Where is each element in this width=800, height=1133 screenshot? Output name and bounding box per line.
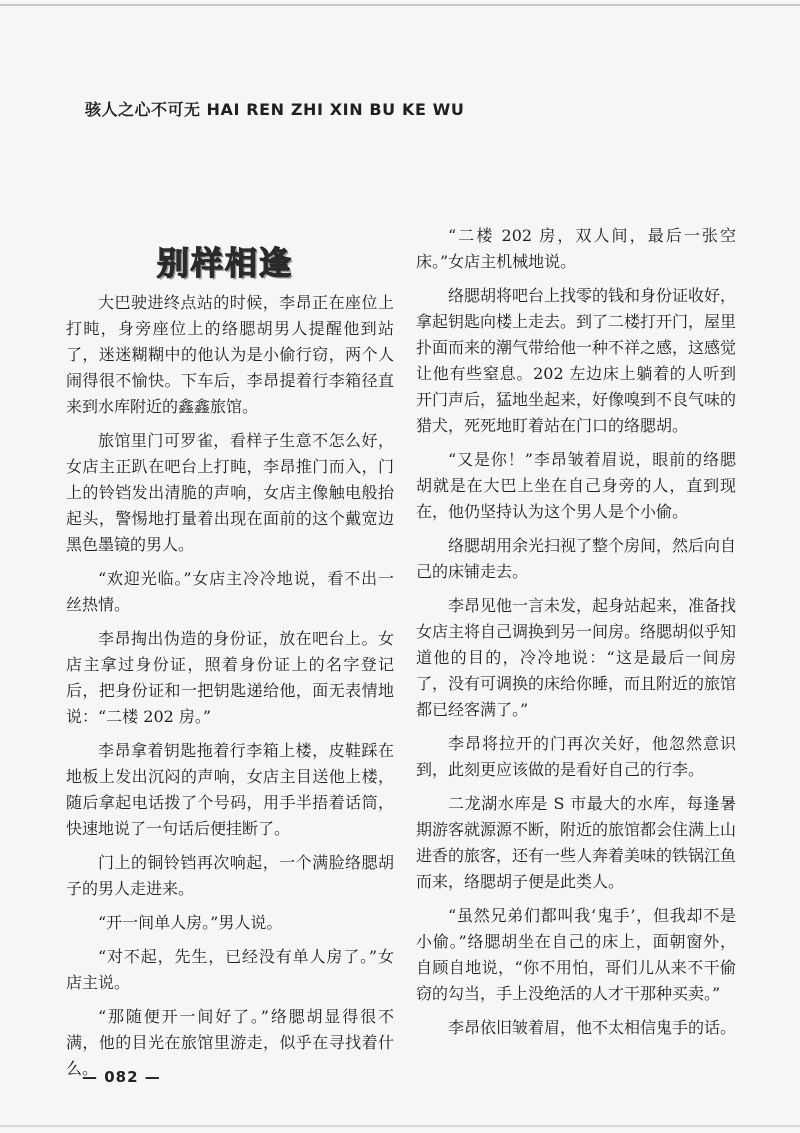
running-header	[85, 97, 465, 120]
article-title: 别样相逢	[156, 244, 293, 282]
paragraph: 大巴驶进终点站的时候，李昂正在座位上打盹，身旁座位上的络腮胡男人提醒他到站了，迷迷糊糊中的他认为是小偷行窃，两个人闹得很不愉快。下车后，李昂提着行李箱径直来到水库附近的鑫鑫旅馆。	[66, 293, 394, 416]
paragraph: 李昂将拉开的门再次关好，他忽然意识到，此刻更应该做的是看好自己的行李。	[416, 734, 736, 779]
scan-bottom-edge	[0, 1125, 800, 1127]
running-header-chinese: 骇人之心不可无	[85, 100, 201, 119]
paragraph: “又是你！”李昂皱着眉说，眼前的络腮胡就是在大巴上坐在自己身旁的人，直到现在，他仍坚持认为这个男人是个小偷。	[416, 450, 736, 521]
paragraph: “对不起，先生，已经没有单人房了。”女店主说。	[66, 947, 394, 992]
paragraph: “开一间单人房。”男人说。	[98, 913, 283, 932]
paragraph: “二楼 202 房，双人间，最后一张空床。”女店主机械地说。	[416, 226, 736, 271]
paragraph: 李昂见他一言未发，起身站起来，准备找女店主将自己调换到另一间房。络腮胡似乎知道他的目的，冷冷地说：“这是最后一间房了，没有可调换的床给你睡，而且附近的旅馆都已经客满了。”	[416, 596, 737, 719]
paragraph: 络腮胡将吧台上找零的钱和身份证收好，拿起钥匙向楼上走去。到了二楼打开门，屋里扑面而来的潮气带给他一种不祥之感，这感觉让他有些窒息。202 左边床上躺着的人听到开门声后，猛地坐起来，好像嗅到不良气味的猎犬，死死地盯着站在门口的络腮胡。	[416, 286, 737, 435]
scan-top-edge	[0, 4, 800, 6]
paragraph: 李昂依旧皱着眉，他不太相信鬼手的话。	[448, 1018, 737, 1037]
right-column	[416, 223, 736, 1049]
paragraph: 络腮胡用余光扫视了整个房间，然后向自己的床铺走去。	[416, 536, 737, 581]
paragraph: 李昂拿着钥匙拖着行李箱上楼，皮鞋踩在地板上发出沉闷的声响，女店主目送他上楼，随后拿起电话拨了个号码，用手半捂着话筒，快速地说了一句话后便挂断了。	[66, 741, 394, 838]
paragraph: 旅馆里门可罗雀，看样子生意不怎么好，女店主正趴在吧台上打盹，李昂推门而入，门上的铃铛发出清脆的声响，女店主像触电般抬起头，警惕地打量着出现在面前的这个戴宽边黑色墨镜的男人。	[66, 431, 394, 554]
paragraph: 门上的铜铃铛再次响起，一个满脸络腮胡子的男人走进来。	[66, 853, 394, 898]
paragraph: “欢迎光临。”女店主冷冷地说，看不出一丝热情。	[66, 569, 394, 614]
paragraph: “虽然兄弟们都叫我‘鬼手’，但我却不是小偷。”络腮胡坐在自己的床上，面朝窗外，自顾自地说，“你不用怕，哥们儿从来不干偷窃的勾当，手上没绝活的人才干那种买卖。”	[416, 906, 736, 1003]
paragraph: 二龙湖水库是 S 市最大的水库，每逢暑期游客就源源不断，附近的旅馆都会住满上山进香的旅客，还有一些人奔着美味的铁锅江鱼而来，络腮胡子便是此类人。	[416, 794, 737, 891]
paragraph: “那随便开一间好了。”络腮胡显得很不满，他的目光在旅馆里游走，似乎在寻找着什么。	[66, 1007, 394, 1078]
running-header-pinyin: HAI REN ZHI XIN BU KE WU	[206, 100, 465, 119]
left-column	[66, 290, 394, 1090]
paragraph: 李昂掏出伪造的身份证，放在吧台上。女店主拿过身份证，照着身份证上的名字登记后，把身份证和一把钥匙递给他，面无表情地说：“二楼 202 房。”	[66, 629, 394, 726]
page-number: — 082 —	[82, 1068, 161, 1086]
